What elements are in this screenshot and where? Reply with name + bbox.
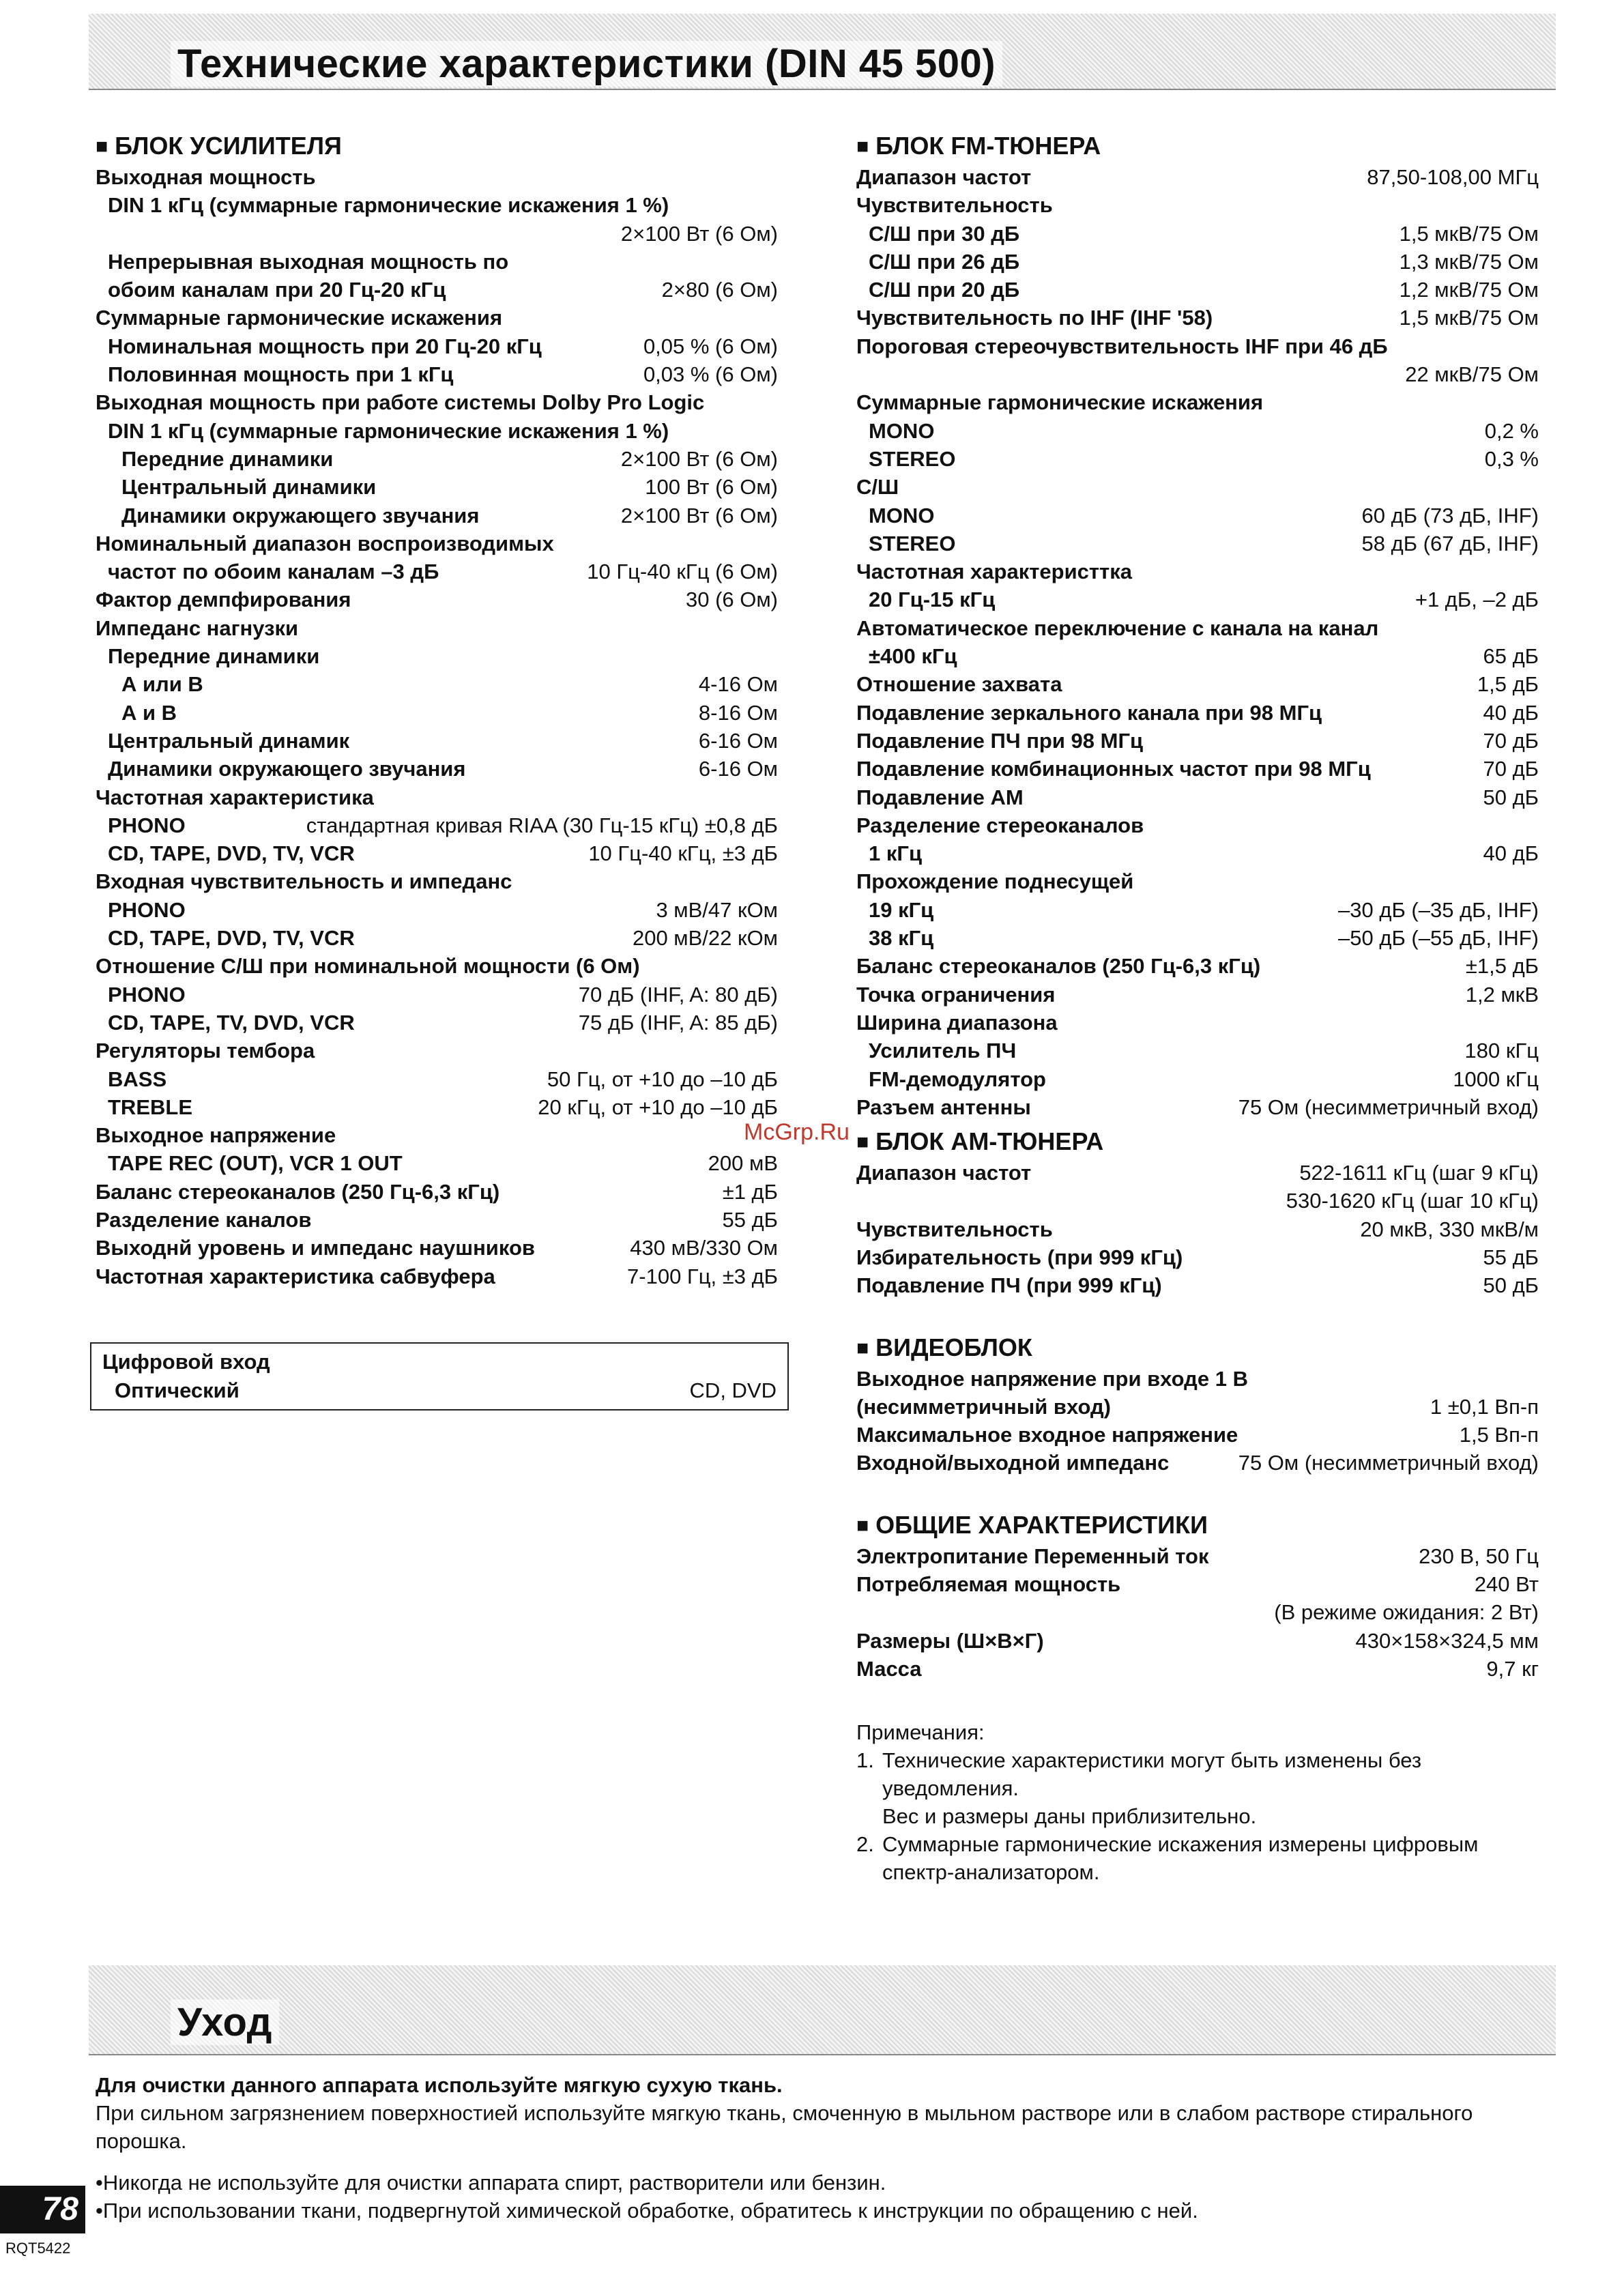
amplifier-spec-row [96, 614, 778, 642]
fm-tuner-spec-row [856, 867, 1539, 895]
fm-tuner-spec-row [856, 248, 1539, 276]
amplifier-spec-row [96, 473, 778, 501]
fm-tuner-spec-row [856, 360, 1539, 388]
amplifier-spec-row [96, 1037, 778, 1065]
note-text: спектр-анализатором. [882, 1860, 1100, 1885]
notes-list [856, 1746, 1539, 1886]
amplifier-spec-row [96, 1065, 778, 1093]
care-bullet: • Никогда не используйте для очистки аппарата спирт, растворители или бензин. [96, 2169, 1542, 2197]
spec-label: Выходное напряжение при входе 1 В [856, 1366, 1248, 1391]
amplifier-spec-row [96, 220, 778, 248]
spec-label: С/Ш [856, 475, 899, 500]
spec-label: Центральный динамики [121, 475, 377, 500]
spec-label: Максимальное входное напряжение [856, 1423, 1238, 1447]
spec-label: Потребляемая мощность [856, 1572, 1121, 1597]
amplifier-spec-row [96, 1234, 778, 1262]
spec-label: Чувствительность [856, 193, 1053, 218]
fm-tuner-spec-row [856, 811, 1539, 839]
spec-value: 3 мВ/47 кОм [656, 897, 778, 922]
fm-tuner-spec-row [856, 642, 1539, 670]
spec-value: 1 ±0,1 Вп-п [1430, 1394, 1539, 1419]
fm-tuner-spec-row [856, 163, 1539, 191]
spec-value: 6-16 Ом [698, 728, 778, 753]
am-tuner-spec-row [856, 1159, 1539, 1187]
general-spec-row [856, 1627, 1539, 1655]
amplifier-spec-row [96, 276, 778, 304]
fm-tuner-spec-row [856, 981, 1539, 1009]
video-spec-list [856, 1365, 1539, 1477]
fm-tuner-spec-row [856, 502, 1539, 530]
amplifier-spec-row [96, 699, 778, 727]
spec-value: 75 дБ (IHF, A: 85 дБ) [578, 1010, 778, 1035]
amplifier-spec-row [96, 388, 778, 416]
care-section [96, 2071, 1542, 2225]
video-spec-row [856, 1365, 1539, 1393]
left-column [96, 128, 778, 1290]
spec-value: 1000 кГц [1453, 1067, 1539, 1091]
digital-input-label: Цифровой вход [102, 1350, 270, 1374]
spec-value: 0,03 % (6 Ом) [643, 362, 778, 387]
amplifier-spec-row [96, 1121, 778, 1149]
spec-label: MONO [869, 503, 935, 527]
fm-tuner-spec-row [856, 670, 1539, 698]
spec-value: 0,05 % (6 Ом) [643, 334, 778, 358]
fm-tuner-spec-row [856, 755, 1539, 783]
spec-value: 2×100 Вт (6 Ом) [620, 446, 778, 471]
digital-input-sublabel: Оптический [115, 1378, 240, 1402]
notes [856, 1718, 1539, 1886]
spec-label: Чувствительность по IHF (IHF '58) [856, 306, 1213, 330]
spec-value: ±1,5 дБ [1465, 954, 1539, 979]
amplifier-spec-row [96, 811, 778, 839]
note-number: 2. [856, 1832, 874, 1857]
spec-label: MONO [869, 418, 935, 443]
spec-value: 2×100 Вт (6 Ом) [620, 503, 778, 527]
am-tuner-spec-row [856, 1215, 1539, 1243]
spec-label: CD, TAPE, DVD, TV, VCR [108, 926, 355, 951]
spec-label: Импеданс нагнузки [96, 616, 299, 640]
general-heading: ■ ОБЩИЕ ХАРАКТЕРИСТИКИ [856, 1510, 1539, 1542]
spec-label: Половинная мощность при 1 кГц [108, 362, 454, 387]
fm-tuner-spec-row [856, 332, 1539, 360]
amplifier-spec-row [96, 1149, 778, 1177]
spec-value: 22 мкВ/75 Ом [1405, 362, 1539, 387]
spec-label: Динамики окружающего звучания [108, 757, 466, 781]
amplifier-spec-row [96, 727, 778, 755]
spec-value: –30 дБ (–35 дБ, IHF) [1338, 897, 1539, 922]
fm-tuner-heading: ■ БЛОК FM-ТЮНЕРА [856, 131, 1539, 163]
spec-label: ±400 кГц [869, 644, 957, 669]
amplifier-spec-row [96, 530, 778, 558]
spec-value: 75 Ом (несимметричный вход) [1238, 1451, 1539, 1475]
page-title: Технические характеристики (DIN 45 500) [171, 41, 1002, 87]
spec-label: Непрерывная выходная мощность по [108, 249, 509, 274]
spec-value: 10 Гц-40 кГц (6 Ом) [587, 560, 778, 584]
spec-value: 40 дБ [1483, 700, 1539, 725]
spec-label: Пороговая стереочувствительность IHF при 46 дБ [856, 334, 1388, 358]
digital-input-box [90, 1342, 789, 1411]
spec-value: 60 дБ (73 дБ, IHF) [1361, 503, 1539, 527]
note-number: 1. [856, 1748, 874, 1773]
spec-label: Передние динамики [121, 446, 334, 471]
spec-label: А или В [121, 672, 203, 697]
spec-label: Суммарные гармонические искажения [856, 390, 1264, 415]
spec-value: 10 Гц-40 кГц, ±3 дБ [588, 841, 778, 866]
fm-tuner-spec-row [856, 191, 1539, 219]
video-heading: ■ ВИДЕОБЛОК [856, 1333, 1539, 1365]
note-text: Вес и размеры даны приблизительно. [882, 1804, 1257, 1829]
fm-tuner-spec-row [856, 1037, 1539, 1065]
spec-label: Частотная характеристика сабвуфера [96, 1264, 495, 1288]
spec-label: CD, TAPE, TV, DVD, VCR [108, 1010, 355, 1035]
amplifier-spec-row [96, 332, 778, 360]
spec-label: STEREO [869, 531, 956, 555]
spec-label: Точка ограничения [856, 982, 1056, 1007]
amplifier-spec-row [96, 1206, 778, 1234]
amplifier-spec-row [96, 952, 778, 980]
amplifier-spec-row [96, 1262, 778, 1290]
spec-value: 522-1611 кГц (шаг 9 кГц) [1299, 1161, 1539, 1185]
general-spec-row [856, 1655, 1539, 1683]
spec-label: Номинальный диапазон воспроизводимых [96, 531, 554, 555]
spec-value: стандартная кривая RIAA (30 Гц-15 кГц) ±0,8 дБ [306, 813, 778, 837]
spec-label: Выходное напряжение [96, 1123, 336, 1148]
spec-value: 50 дБ [1483, 785, 1539, 809]
spec-label: Избирательность (при 999 кГц) [856, 1245, 1183, 1269]
spec-value: 1,5 мкВ/75 Ом [1399, 221, 1539, 246]
spec-value: –50 дБ (–55 дБ, IHF) [1338, 926, 1539, 951]
digital-input-value: CD, DVD [689, 1378, 777, 1402]
right-column [856, 128, 1539, 1886]
spec-value: 1,3 мкВ/75 Ом [1399, 249, 1539, 274]
spec-label: 38 кГц [869, 926, 934, 951]
fm-tuner-spec-row [856, 417, 1539, 445]
note-text: Технические характеристики могут быть изменены без [882, 1748, 1422, 1773]
amplifier-spec-row [96, 755, 778, 783]
spec-value: 40 дБ [1483, 841, 1539, 866]
spec-label: Масса [856, 1656, 922, 1681]
fm-tuner-spec-row [856, 1009, 1539, 1037]
amplifier-spec-row [96, 839, 778, 867]
fm-tuner-spec-row [856, 585, 1539, 613]
fm-tuner-spec-row [856, 276, 1539, 304]
fm-tuner-spec-row [856, 727, 1539, 755]
spec-value: 430 мВ/330 Ом [630, 1236, 778, 1260]
care-banner [89, 1965, 1556, 2055]
spec-label: Размеры (Ш×В×Г) [856, 1628, 1044, 1653]
fm-tuner-spec-row [856, 445, 1539, 473]
amplifier-spec-row [96, 248, 778, 276]
spec-label: частот по обоим каналам –3 дБ [108, 560, 439, 584]
spec-value: 55 дБ [722, 1207, 778, 1232]
fm-tuner-spec-row [856, 783, 1539, 811]
spec-label: PHONO [108, 813, 186, 837]
spec-value: 230 В, 50 Гц [1419, 1544, 1539, 1568]
spec-label: С/Ш при 30 дБ [869, 221, 1020, 246]
note-item [856, 1830, 1539, 1886]
spec-label: Баланс стереоканалов (250 Гц-6,3 кГц) [856, 954, 1261, 979]
spec-value: 100 Вт (6 Ом) [645, 475, 778, 500]
amplifier-spec-row [96, 304, 778, 332]
spec-label: Подавление АМ [856, 785, 1024, 809]
spec-label: С/Ш при 26 дБ [869, 249, 1020, 274]
spec-value: 75 Ом (несимметричный вход) [1238, 1095, 1539, 1119]
spec-label: Динамики окружающего звучания [121, 503, 480, 527]
amplifier-spec-row [96, 981, 778, 1009]
spec-label: Регуляторы тембора [96, 1039, 315, 1063]
spec-label: С/Ш при 20 дБ [869, 278, 1020, 302]
amplifier-spec-row [96, 163, 778, 191]
spec-label: 1 кГц [869, 841, 922, 866]
fm-tuner-spec-row [856, 388, 1539, 416]
spec-label: 20 Гц-15 кГц [869, 588, 996, 612]
spec-label: обоим каналам при 20 Гц-20 кГц [108, 278, 446, 302]
spec-label: STEREO [869, 446, 956, 471]
spec-label: Усилитель ПЧ [869, 1039, 1017, 1063]
spec-label: Входная чувствительность и импеданс [96, 869, 512, 894]
fm-tuner-spec-list [856, 163, 1539, 1121]
amplifier-spec-row [96, 1093, 778, 1121]
spec-label: Суммарные гармонические искажения [96, 306, 503, 330]
spec-label: Подавление комбинационных частот при 98 МГц [856, 757, 1371, 781]
amplifier-spec-row [96, 417, 778, 445]
spec-label: Электропитание Переменный ток [856, 1544, 1209, 1568]
spec-label: Входной/выходной импеданс [856, 1451, 1170, 1475]
document-code: RQT5422 [5, 2240, 71, 2257]
spec-value: 1,2 мкВ [1465, 982, 1539, 1007]
spec-value: +1 дБ, –2 дБ [1415, 588, 1539, 612]
spec-value: (В режиме ожидания: 2 Вт) [1274, 1600, 1539, 1625]
spec-value: 2×80 (6 Ом) [661, 278, 778, 302]
fm-tuner-spec-row [856, 220, 1539, 248]
spec-label: Разделение каналов [96, 1207, 312, 1232]
spec-value: 200 мВ [708, 1151, 778, 1176]
spec-label: Выходнй уровень и импеданс наушников [96, 1236, 535, 1260]
spec-label: FM-демодулятор [869, 1067, 1046, 1091]
am-tuner-spec-row [856, 1271, 1539, 1299]
spec-label: Прохождение поднесущей [856, 869, 1134, 894]
video-spec-row [856, 1449, 1539, 1477]
spec-value: 4-16 Ом [698, 672, 778, 697]
spec-label: Передние динамики [108, 644, 320, 669]
fm-tuner-spec-row [856, 924, 1539, 952]
spec-label: Ширина диапазона [856, 1010, 1058, 1035]
spec-label: Частотная характеристика [96, 785, 374, 809]
amplifier-spec-row [96, 585, 778, 613]
spec-label: Чувствительность [856, 1217, 1053, 1241]
general-spec-row [856, 1542, 1539, 1570]
spec-value: 0,2 % [1484, 418, 1539, 443]
spec-label: TREBLE [108, 1095, 192, 1119]
spec-label: Подавление зеркального канала при 98 МГц [856, 700, 1322, 725]
spec-label: Баланс стереоканалов (250 Гц-6,3 кГц) [96, 1179, 500, 1204]
spec-label: Подавление ПЧ (при 999 кГц) [856, 1273, 1162, 1298]
fm-tuner-spec-row [856, 1093, 1539, 1121]
amplifier-spec-row [96, 558, 778, 585]
spec-value: 0,3 % [1484, 446, 1539, 471]
amplifier-spec-row [96, 1178, 778, 1206]
am-tuner-spec-list [856, 1159, 1539, 1299]
care-title: Уход [171, 1999, 279, 2045]
spec-label: (несимметричный вход) [856, 1394, 1111, 1419]
spec-value: 30 (6 Ом) [685, 588, 778, 612]
fm-tuner-spec-row [856, 530, 1539, 558]
spec-value: 1,2 мкВ/75 Ом [1399, 278, 1539, 302]
fm-tuner-spec-row [856, 839, 1539, 867]
watermark: McGrp.Ru [744, 1119, 850, 1145]
spec-label: Отношение С/Ш при номинальной мощности (6 Ом) [96, 954, 640, 979]
spec-label: TAPE REC (OUT), VCR 1 OUT [108, 1151, 403, 1176]
spec-label: BASS [108, 1067, 167, 1091]
note-text: Суммарные гармонические искажения измерены цифровым [882, 1832, 1479, 1857]
spec-label: Частотная характеристтка [856, 560, 1132, 584]
note-text: уведомления. [882, 1776, 1019, 1801]
spec-value: 20 кГц, от +10 до –10 дБ [538, 1095, 778, 1119]
spec-label: PHONO [108, 982, 186, 1007]
spec-label: Номинальная мощность при 20 Гц-20 кГц [108, 334, 542, 358]
spec-label: CD, TAPE, DVD, TV, VCR [108, 841, 355, 866]
fm-tuner-spec-row [856, 1065, 1539, 1093]
general-spec-row [856, 1570, 1539, 1598]
spec-label: DIN 1 кГц (суммарные гармонические искажения 1 %) [108, 418, 669, 443]
care-bullet: • При использовании ткани, подвергнутой химической обработке, обратитесь к инструкции по обращению с ней. [96, 2197, 1542, 2225]
spec-label: Разделение стереоканалов [856, 813, 1144, 837]
spec-value: 8-16 Ом [698, 700, 778, 725]
amplifier-spec-row [96, 924, 778, 952]
spec-label: Диапазон частот [856, 1161, 1032, 1185]
note-item [856, 1746, 1539, 1830]
amplifier-spec-row [96, 896, 778, 924]
spec-label: Разъем антенны [856, 1095, 1031, 1119]
spec-value: 240 Вт [1474, 1572, 1539, 1597]
spec-label: Подавление ПЧ при 98 МГц [856, 728, 1144, 753]
spec-value: 7-100 Гц, ±3 дБ [627, 1264, 778, 1288]
spec-value: 70 дБ (IHF, A: 80 дБ) [578, 982, 778, 1007]
fm-tuner-spec-row [856, 952, 1539, 980]
amplifier-spec-row [96, 502, 778, 530]
spec-value: 6-16 Ом [698, 757, 778, 781]
spec-value: 180 кГц [1464, 1039, 1539, 1063]
spec-label: Автоматическое переключение с канала на канал [856, 616, 1379, 640]
fm-tuner-spec-row [856, 614, 1539, 642]
spec-label: Центральный динамик [108, 728, 350, 753]
spec-label: PHONO [108, 897, 186, 922]
fm-tuner-spec-row [856, 473, 1539, 501]
amplifier-spec-row [96, 670, 778, 698]
care-bold-line: Для очистки данного аппарата используйте мягкую сухую ткань. [96, 2073, 783, 2097]
amplifier-spec-list [96, 163, 778, 1290]
spec-label: 19 кГц [869, 897, 934, 922]
amplifier-spec-row [96, 642, 778, 670]
spec-value: 50 дБ [1483, 1273, 1539, 1298]
spec-value: 2×100 Вт (6 Ом) [620, 221, 778, 246]
am-tuner-spec-row [856, 1187, 1539, 1215]
page-number: 78 [0, 2186, 85, 2233]
fm-tuner-spec-row [856, 896, 1539, 924]
am-tuner-spec-row [856, 1243, 1539, 1271]
am-tuner-heading: ■ БЛОК АМ-ТЮНЕРА [856, 1127, 1539, 1159]
spec-value: 50 Гц, от +10 до –10 дБ [547, 1067, 778, 1091]
amplifier-spec-row [96, 191, 778, 219]
spec-value: 530-1620 кГц (шаг 10 кГц) [1286, 1189, 1539, 1213]
spec-value: 9,7 кг [1486, 1656, 1539, 1681]
notes-heading: Примечания: [856, 1720, 985, 1745]
spec-value: 430×158×324,5 мм [1355, 1628, 1539, 1653]
spec-label: Выходная мощность при работе системы Dolby Pro Logic [96, 390, 705, 415]
fm-tuner-spec-row [856, 558, 1539, 585]
amplifier-spec-row [96, 783, 778, 811]
spec-value: 58 дБ (67 дБ, IHF) [1361, 531, 1539, 555]
spec-value: ±1 дБ [722, 1179, 778, 1204]
spec-label: DIN 1 кГц (суммарные гармонические искажения 1 %) [108, 193, 669, 218]
spec-value: 1,5 мкВ/75 Ом [1399, 306, 1539, 330]
general-spec-row [856, 1598, 1539, 1626]
amplifier-spec-row [96, 445, 778, 473]
spec-value: 70 дБ [1483, 728, 1539, 753]
title-banner [89, 14, 1556, 90]
amplifier-spec-row [96, 1009, 778, 1037]
amplifier-spec-row [96, 360, 778, 388]
spec-value: 1,5 Вп-п [1459, 1423, 1539, 1447]
spec-value: 65 дБ [1483, 644, 1539, 669]
spec-value: 70 дБ [1483, 757, 1539, 781]
care-paragraph: При сильном загрязнением поверхностией используйте мягкую ткань, смоченную в мыльном растворе или в слабом растворе стирального порошка. [96, 2101, 1473, 2153]
spec-label: А и В [121, 700, 177, 725]
video-spec-row [856, 1421, 1539, 1449]
video-spec-row [856, 1393, 1539, 1421]
amplifier-heading: ■ БЛОК УСИЛИТЕЛЯ [96, 131, 778, 163]
spec-value: 200 мВ/22 кОм [632, 926, 778, 951]
spec-label: Фактор демпфирования [96, 588, 351, 612]
spec-value: 55 дБ [1483, 1245, 1539, 1269]
fm-tuner-spec-row [856, 699, 1539, 727]
spec-value: 87,50-108,00 МГц [1367, 165, 1539, 189]
amplifier-spec-row [96, 867, 778, 895]
spec-label: Диапазон частот [856, 165, 1032, 189]
spec-label: Выходная мощность [96, 165, 316, 189]
general-spec-list [856, 1542, 1539, 1683]
spec-value: 20 мкВ, 330 мкВ/м [1360, 1217, 1539, 1241]
spec-value: 1,5 дБ [1477, 672, 1539, 697]
spec-label: Отношение захвата [856, 672, 1062, 697]
fm-tuner-spec-row [856, 304, 1539, 332]
